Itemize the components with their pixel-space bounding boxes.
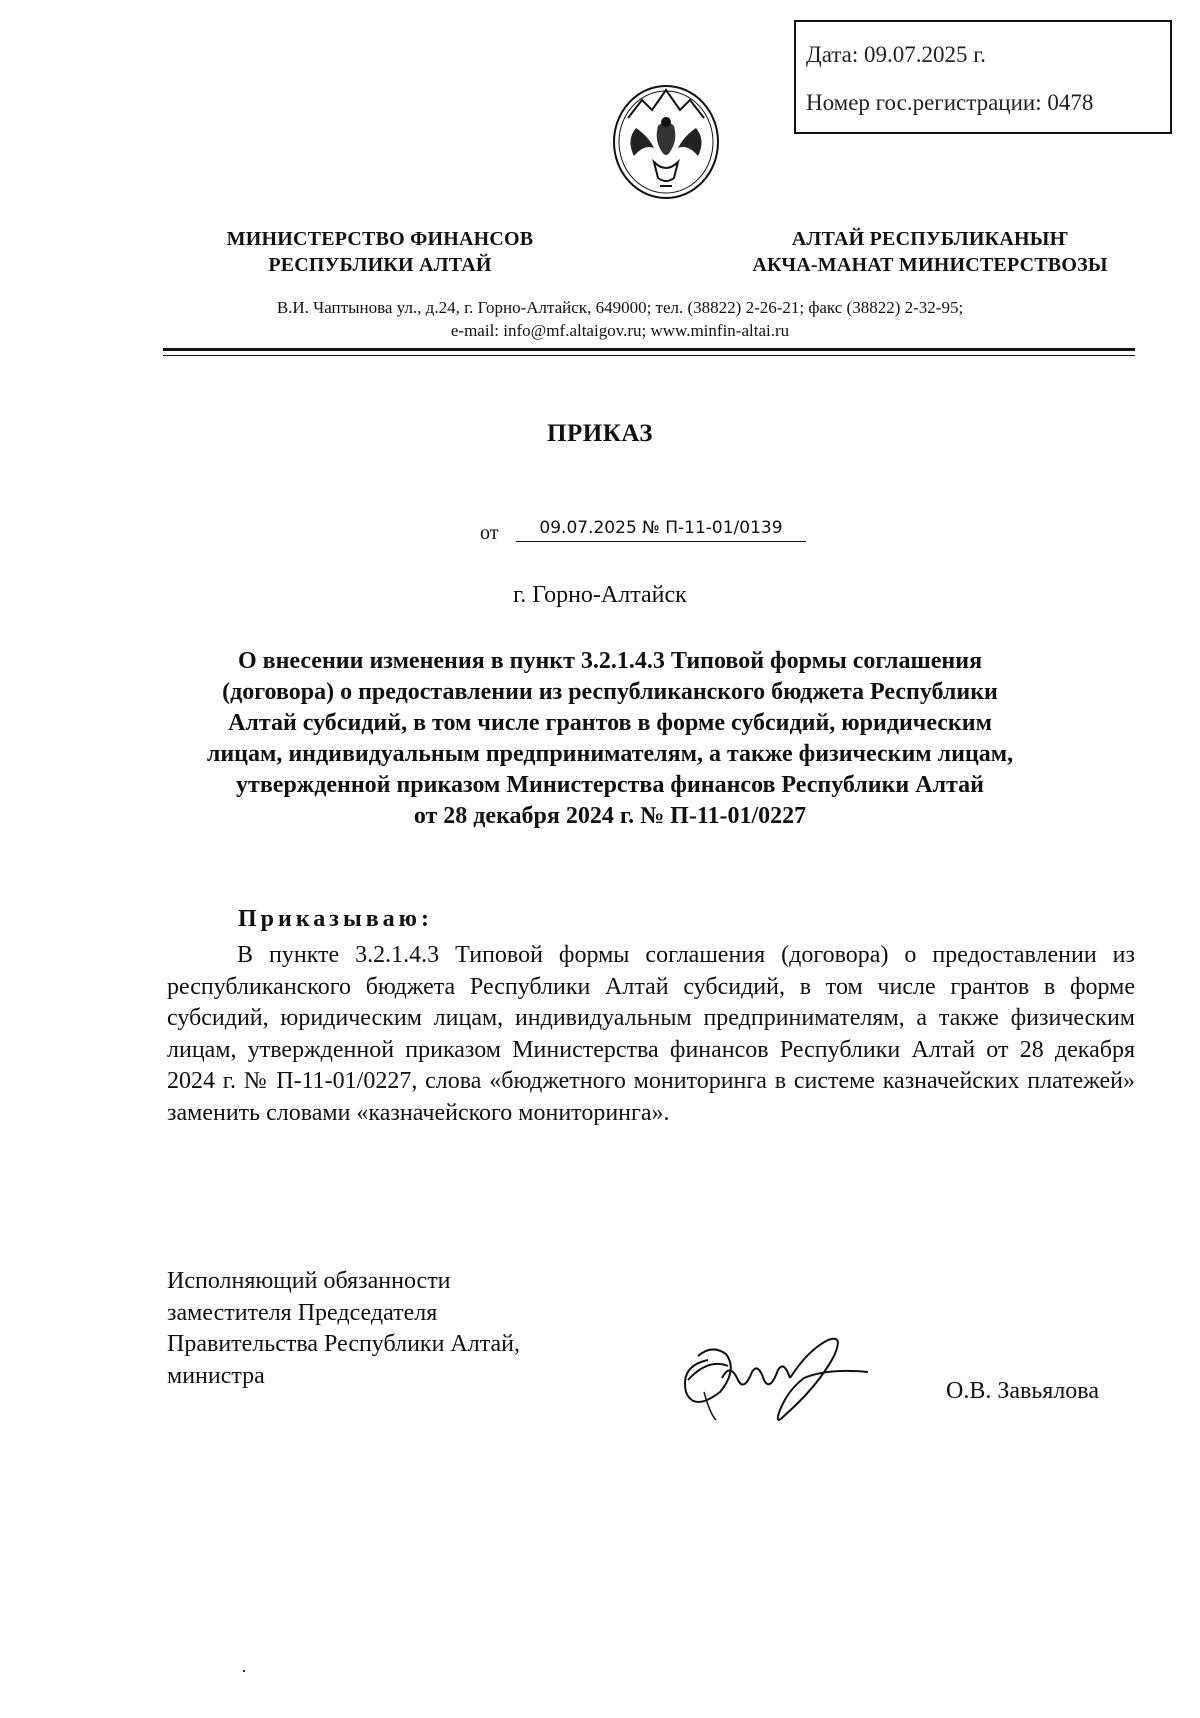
ministry-contacts (160, 296, 1080, 342)
header-divider-thick (163, 348, 1135, 351)
order-date-number: 09.07.2025 № П-11-01/0139 (516, 518, 806, 542)
signer-name: О.В. Завьялова (946, 1378, 1099, 1404)
order-subject (180, 646, 1040, 832)
ministry-alt-line: АКЧА-МАНАТ МИНИСТЕРСТВОЗЫ (752, 254, 1108, 276)
handwritten-signature-icon (668, 1320, 898, 1440)
ministry-name-altai (720, 226, 1140, 278)
subject-line: лицам, индивидуальным предпринимателям, а также физическим лицам, (206, 741, 1014, 767)
order-body: В пункте 3.2.1.4.3 Типовой формы соглашения (договора) о предоставлении из республиканского бюджета Республики Алтай субсидий, в том числе грантов в форме субсидий, юридическим лицам, индивидуальным предпринимателям, а также физическим лицам, утвержденной приказом Министерства финансов Республики Алтай от 28 декабря 2024 г. № П-11-01/0227, слова «бюджетного мониторинга в системе казначейских платежей» заменить словами «казначейского мониторинга». (167, 942, 1135, 1126)
contacts-email: e-mail: info@mf.altaigov.ru; www.minfin-altai.ru (450, 321, 790, 340)
subject-line: Алтай субсидий, в том числе грантов в форме субсидий, юридическим (228, 710, 992, 736)
ministry-name-ru (200, 226, 560, 278)
ministry-alt-line: АЛТАЙ РЕСПУБЛИКАНЫҤ (791, 228, 1069, 250)
position-line: Правительства Республики Алтай, (167, 1331, 521, 1357)
position-line: Исполняющий обязанности (167, 1268, 451, 1294)
date-prefix: от (480, 522, 499, 544)
coat-of-arms-icon (608, 78, 724, 200)
city: г. Горно-Алтайск (513, 582, 687, 608)
subject-line: утвержденной приказом Министерства финансов Республики Алтай (236, 772, 984, 798)
registration-number: Номер гос.регистрации: 0478 (806, 90, 1094, 115)
registration-date: Дата: 09.07.2025 г. (806, 42, 986, 67)
order-directive-word: Приказываю: (238, 906, 433, 932)
scan-speck (243, 1670, 245, 1672)
position-line: министра (167, 1362, 265, 1389)
document-title: ПРИКАЗ (547, 420, 653, 447)
ministry-ru-line: РЕСПУБЛИКИ АЛТАЙ (268, 254, 492, 276)
subject-line: О внесении изменения в пункт 3.2.1.4.3 Типовой формы соглашения (237, 648, 983, 674)
contacts-address: В.И. Чаптынова ул., д.24, г. Горно-Алтайск, 649000; тел. (38822) 2-26-21; факс (38822) 2-32-95; (276, 298, 964, 317)
signer-position (167, 1266, 627, 1392)
position-line: заместителя Председателя (167, 1299, 438, 1326)
header-divider-thin (163, 355, 1135, 356)
subject-line: (договора) о предоставлении из республиканского бюджета Республики (222, 679, 998, 705)
order-date-row (480, 518, 820, 548)
ministry-ru-line: МИНИСТЕРСТВО ФИНАНСОВ (226, 228, 534, 250)
subject-line: от 28 декабря 2024 г. № П-11-01/0227 (413, 803, 807, 829)
registration-stamp (794, 20, 1172, 134)
